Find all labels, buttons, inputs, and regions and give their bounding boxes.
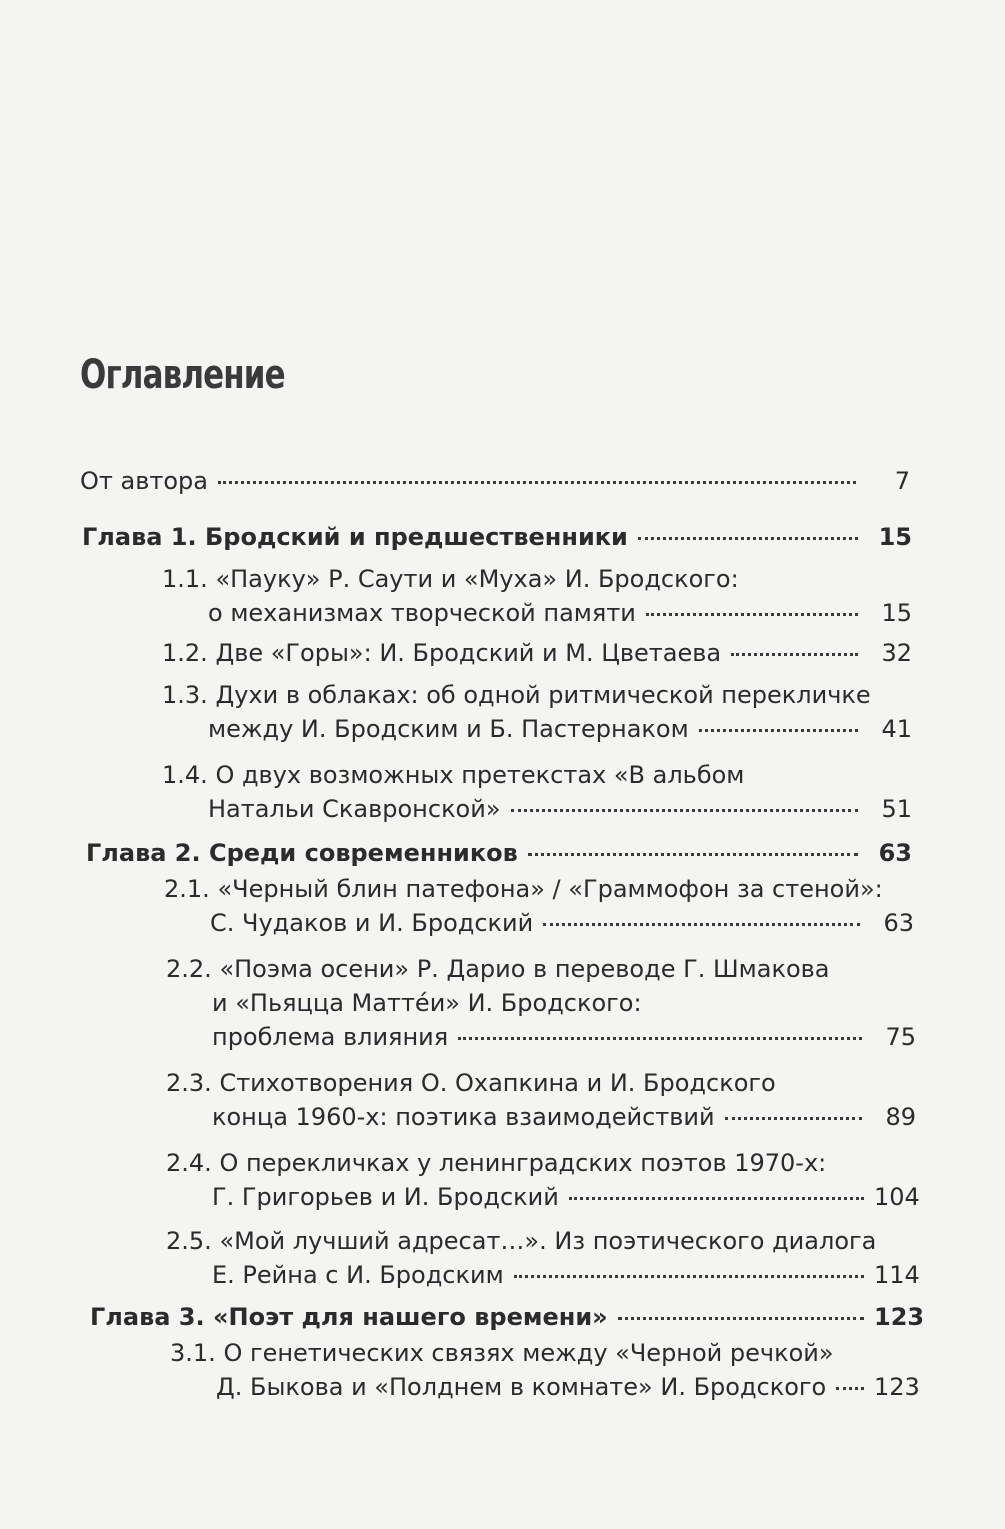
section-number: 2.5. <box>166 1227 212 1255</box>
toc-page-number: 89 <box>885 1103 916 1131</box>
section-title-line: Стихотворения О. Охапкина и И. Бродского <box>219 1069 776 1097</box>
section-title-line: и «Пьяцца Маттéи» И. Бродского: <box>212 989 642 1017</box>
section-title-line: Г. Григорьев и И. Бродский <box>212 1183 559 1211</box>
section-number: 3.1. <box>170 1339 216 1367</box>
section-title-line: С. Чудаков и И. Бродский <box>210 909 534 937</box>
toc-entry-author-note <box>80 464 910 498</box>
toc-page-number: 104 <box>874 1183 920 1211</box>
section-number: 2.3. <box>166 1069 212 1097</box>
leader-dots <box>618 1315 864 1320</box>
section-number: 1.2. <box>162 639 208 667</box>
toc-section-2-3 <box>166 1066 916 1134</box>
leader-dots <box>638 535 858 540</box>
section-title-line: «Мой лучший адресат…». Из поэтического диалога <box>219 1227 877 1255</box>
toc-page-number: 123 <box>874 1303 925 1331</box>
toc-page-number: 114 <box>874 1261 920 1289</box>
leader-dots <box>646 611 858 616</box>
toc-entry-label: От автора <box>80 467 208 495</box>
leader-dots <box>725 1115 862 1120</box>
leader-dots <box>511 807 858 812</box>
toc-chapter-2 <box>86 836 912 870</box>
chapter-title: Глава 3. «Поэт для нашего времени» <box>90 1303 608 1331</box>
section-number: 1.4. <box>162 761 208 789</box>
leader-dots <box>699 727 858 732</box>
section-title-line: «Черный блин патефона» / «Граммофон за стеной»: <box>217 875 883 903</box>
section-title-line: проблема влияния <box>212 1023 449 1051</box>
leader-dots <box>528 851 858 856</box>
section-title-line: Духи в облаках: об одной ритмической перекличке <box>215 681 871 709</box>
toc-page-number: 63 <box>883 909 914 937</box>
chapter-title: Глава 1. Бродский и предшественники <box>82 523 628 551</box>
section-title-line: «Пауку» Р. Саути и «Муха» И. Бродского: <box>215 565 739 593</box>
toc-section-1-3 <box>162 678 912 746</box>
toc-page-number: 123 <box>874 1373 920 1401</box>
section-title-line: О перекличках у ленинградских поэтов 1970-х: <box>219 1149 827 1177</box>
toc-page-number: 51 <box>881 795 912 823</box>
toc-section-1-2 <box>162 636 912 670</box>
leader-dots <box>514 1273 864 1278</box>
section-title-line: Две «Горы»: И. Бродский и М. Цветаева <box>215 639 722 667</box>
leader-dots <box>458 1035 862 1040</box>
section-title-line: «Поэма осени» Р. Дарио в переводе Г. Шмакова <box>219 955 830 983</box>
section-title-line: между И. Бродским и Б. Пастернаком <box>208 715 689 743</box>
toc-section-2-5 <box>166 1224 918 1292</box>
section-title-line: О генетических связях между «Черной речкой» <box>223 1339 834 1367</box>
toc-section-3-1 <box>170 1336 918 1404</box>
toc-page-number: 15 <box>881 599 912 627</box>
toc-page-number: 32 <box>881 639 912 667</box>
section-title-line: конца 1960-х: поэтика взаимодействий <box>212 1103 715 1131</box>
toc-page-number: 63 <box>878 839 912 867</box>
toc-page-number: 75 <box>885 1023 916 1051</box>
leader-dots <box>731 651 858 656</box>
toc-section-2-1 <box>164 872 914 940</box>
section-title-line: Натальи Скавронской» <box>208 795 501 823</box>
toc-page-number: 15 <box>878 523 912 551</box>
section-number: 2.1. <box>164 875 210 903</box>
section-title-line: О двух возможных претекстах «В альбом <box>215 761 745 789</box>
section-number: 1.3. <box>162 681 208 709</box>
toc-page-number: 7 <box>894 467 910 495</box>
section-number: 2.2. <box>166 955 212 983</box>
toc-section-1-1 <box>162 562 912 630</box>
toc-section-2-2 <box>166 952 916 1054</box>
section-number: 2.4. <box>166 1149 212 1177</box>
section-number: 1.1. <box>162 565 208 593</box>
toc-chapter-3 <box>90 1300 925 1334</box>
chapter-title: Глава 2. Среди современников <box>86 839 518 867</box>
page-title: Оглавление <box>80 352 285 398</box>
toc-section-1-4 <box>162 758 912 826</box>
toc-section-2-4 <box>166 1146 918 1214</box>
section-title-line: Е. Рейна с И. Бродским <box>212 1261 504 1289</box>
leader-dots <box>569 1195 864 1200</box>
leader-dots <box>543 921 860 926</box>
section-title-line: о механизмах творческой памяти <box>208 599 636 627</box>
toc-page-number: 41 <box>881 715 912 743</box>
toc-chapter-1 <box>82 520 912 554</box>
leader-dots <box>218 479 856 484</box>
leader-dots <box>836 1385 864 1390</box>
section-title-line: Д. Быкова и «Полднем в комнате» И. Бродского <box>216 1373 827 1401</box>
